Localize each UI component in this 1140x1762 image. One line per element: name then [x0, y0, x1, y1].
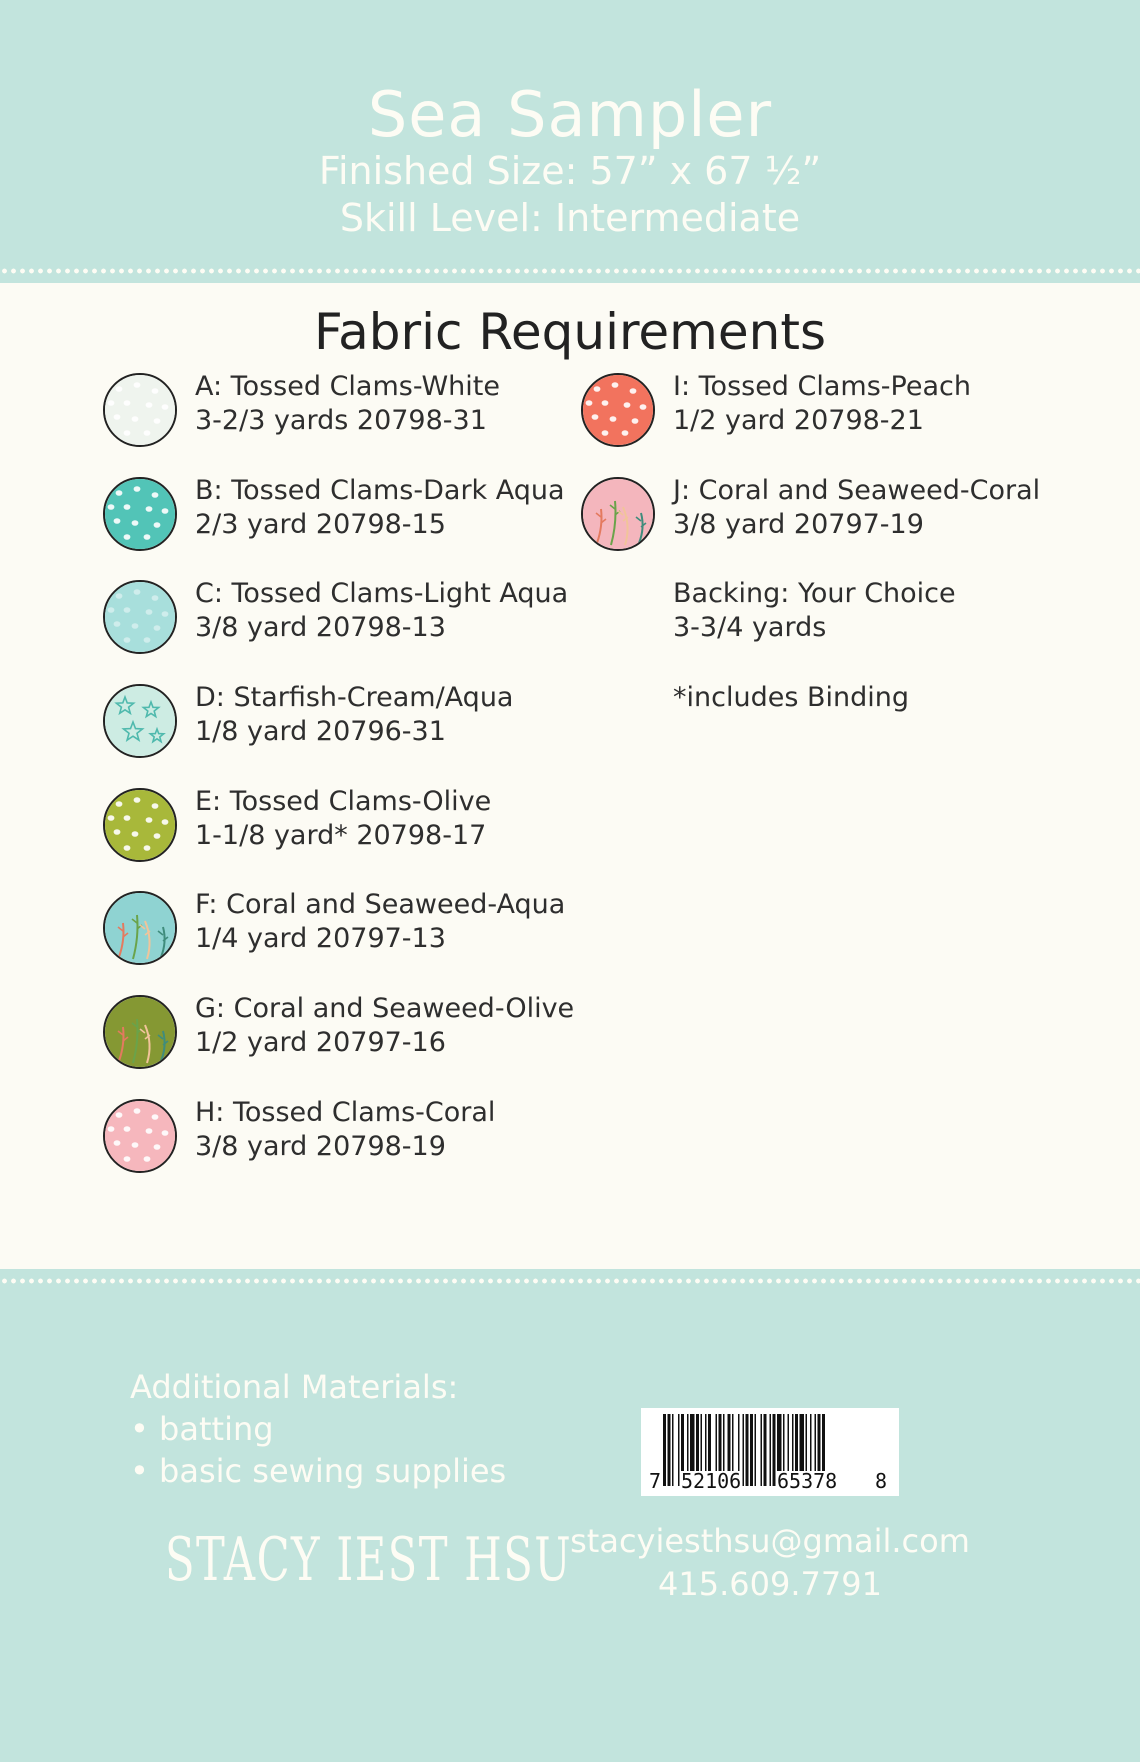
fabric-name: D: Starfish-Cream/Aqua	[195, 682, 514, 713]
fabric-swatch-icon	[103, 477, 177, 551]
section-title: Fabric Requirements	[314, 303, 826, 361]
finished-size: Finished Size: 57” x 67 ½”	[318, 149, 822, 193]
fabric-swatch-icon	[103, 1099, 177, 1173]
fabric-name: B: Tossed Clams-Dark Aqua	[195, 475, 565, 506]
barcode	[641, 1408, 899, 1496]
barcode-digits-right: 65378	[777, 1469, 838, 1493]
contact-phone: 415.609.7791	[658, 1565, 882, 1603]
pattern-title: Sea Sampler	[367, 78, 773, 151]
designer-logo: STACY IEST HSU	[165, 1525, 573, 1595]
fabric-name: J: Coral and Seaweed-Coral	[673, 475, 1041, 506]
fabric-quantity: 3-2/3 yards 20798-31	[195, 405, 487, 436]
fabric-quantity: 3/8 yard 20798-13	[195, 612, 446, 643]
fabric-name: G: Coral and Seaweed-Olive	[195, 993, 575, 1024]
binding-note: *includes Binding	[673, 682, 909, 713]
fabric-swatch-icon	[581, 477, 655, 551]
fabric-swatch-icon	[103, 580, 177, 654]
fabric-swatch-icon	[103, 891, 177, 965]
additional-materials-heading: Additional Materials:	[130, 1368, 459, 1406]
material-item: • batting	[130, 1410, 274, 1448]
fabric-swatch-icon	[581, 373, 655, 447]
fabric-quantity: 1/2 yard 20798-21	[673, 405, 924, 436]
fabric-quantity: 3/8 yard 20798-19	[195, 1131, 446, 1162]
fabric-name: I: Tossed Clams-Peach	[673, 371, 971, 402]
barcode-digits-left: 52106	[681, 1469, 742, 1493]
fabric-quantity: 1/4 yard 20797-13	[195, 923, 446, 954]
dotted-divider-bottom	[0, 1278, 1140, 1284]
fabric-swatch-icon	[103, 684, 177, 758]
barcode-digit-lead: 7	[649, 1469, 662, 1493]
fabric-name: H: Tossed Clams-Coral	[195, 1097, 496, 1128]
fabric-swatch-icon	[103, 788, 177, 862]
fabric-name: A: Tossed Clams-White	[195, 371, 500, 402]
fabric-swatch-icon	[103, 373, 177, 447]
fabric-quantity: 3/8 yard 20797-19	[673, 509, 924, 540]
fabric-swatch-icon	[103, 995, 177, 1069]
fabric-quantity: 1-1/8 yard* 20798-17	[195, 820, 487, 851]
material-item: • basic sewing supplies	[130, 1452, 507, 1490]
skill-level: Skill Level: Intermediate	[339, 196, 801, 240]
fabric-quantity: 1/2 yard 20797-16	[195, 1027, 446, 1058]
barcode-bars-icon	[641, 1408, 899, 1496]
barcode-digit-check: 8	[875, 1469, 888, 1493]
fabric-name: E: Tossed Clams-Olive	[195, 786, 492, 817]
fabric-quantity: 1/8 yard 20796-31	[195, 716, 446, 747]
backing-name: Backing: Your Choice	[673, 578, 956, 609]
contact-email: stacyiesthsu@gmail.com	[570, 1522, 970, 1560]
header-band	[0, 0, 1140, 272]
dotted-divider-top	[0, 268, 1140, 274]
fabric-quantity: 2/3 yard 20798-15	[195, 509, 446, 540]
backing-quantity: 3-3/4 yards	[673, 612, 827, 643]
fabric-name: C: Tossed Clams-Light Aqua	[195, 578, 569, 609]
fabric-name: F: Coral and Seaweed-Aqua	[195, 889, 566, 920]
fabric-requirements-panel	[0, 283, 1140, 1269]
